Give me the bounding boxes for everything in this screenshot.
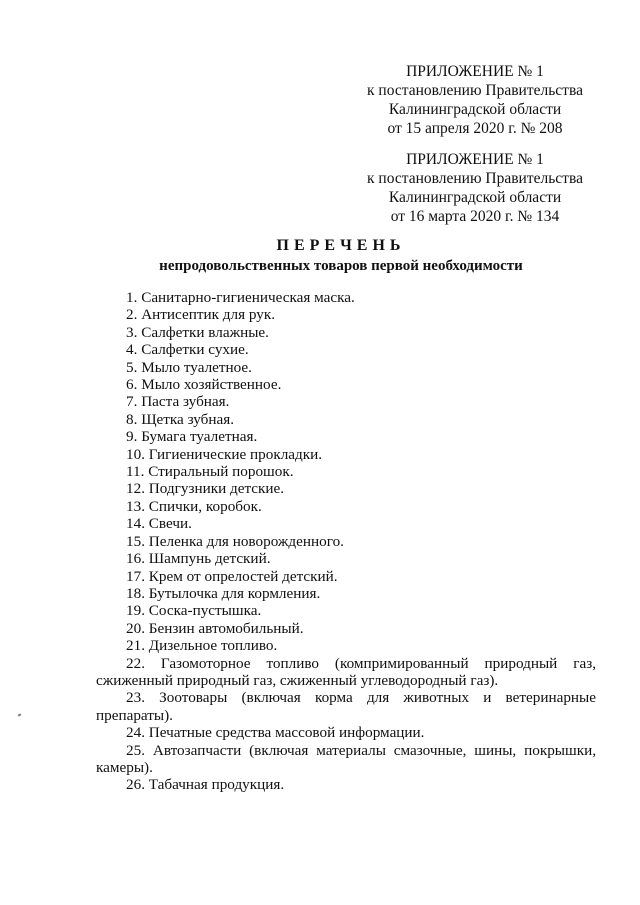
appendix-heading: ПРИЛОЖЕНИЕ № 1 [406,63,544,80]
appendix-header-current [360,62,590,138]
scan-artifact [18,713,22,716]
list-item: 24. Печатные средства массовой информации. [126,724,425,742]
appendix-line: Калининградской области [388,189,562,206]
list-item: 5. Мыло туалетное. [126,358,252,376]
goods-list [96,289,596,794]
document-title-block [96,236,586,276]
list-item: 9. Бумага туалетная. [126,428,258,446]
list-item: 15. Пеленка для новорожденного. [126,532,344,550]
list-item: 18. Бутылочка для кормления. [126,584,321,602]
list-item: 14. Свечи. [126,515,192,533]
list-item: 12. Подгузники детские. [126,480,285,498]
document-subtitle: непродовольственных товаров первой необходимости [159,258,523,274]
appendix-header-original [360,150,590,226]
list-item: 23. Зоотовары (включая корма для животных и ветеринарные препараты). [96,689,596,724]
appendix-line: к постановлению Правительства [367,82,583,99]
list-item: 17. Крем от опрелостей детский. [126,567,338,585]
appendix-date-number: от 16 марта 2020 г. № 134 [390,208,560,225]
list-item: 2. Антисептик для рук. [126,306,276,324]
list-item: 11. Стиральный порошок. [126,463,294,481]
list-item: 4. Салфетки сухие. [126,341,249,359]
list-item: 26. Табачная продукция. [126,776,285,794]
list-item: 1. Санитарно-гигиеническая маска. [126,289,355,306]
list-item: 19. Соска-пустышка. [126,602,262,620]
appendix-heading: ПРИЛОЖЕНИЕ № 1 [406,151,544,168]
list-item: 20. Бензин автомобильный. [126,619,304,637]
list-item: 21. Дизельное топливо. [126,637,278,655]
list-item: 7. Паста зубная. [126,393,230,411]
appendix-date-number: от 15 апреля 2020 г. № 208 [387,120,563,137]
list-item: 25. Автозапчасти (включая материалы смазочные, шины, покрышки, камеры). [96,741,596,776]
list-item: 6. Мыло хозяйственное. [126,376,282,394]
appendix-line: к постановлению Правительства [367,170,583,187]
list-item: 8. Щетка зубная. [126,410,235,428]
document-title: ПЕРЕЧЕНЬ [276,237,406,254]
list-item: 22. Газомоторное топливо (компримированный природный газ, сжиженный природный газ, сжиженный углеводородный газ). [96,654,596,689]
list-item: 10. Гигиенические прокладки. [126,445,323,463]
list-item: 16. Шампунь детский. [126,550,271,568]
appendix-line: Калининградской области [388,101,562,118]
list-item: 13. Спички, коробок. [126,497,262,515]
list-item: 3. Салфетки влажные. [126,323,269,341]
